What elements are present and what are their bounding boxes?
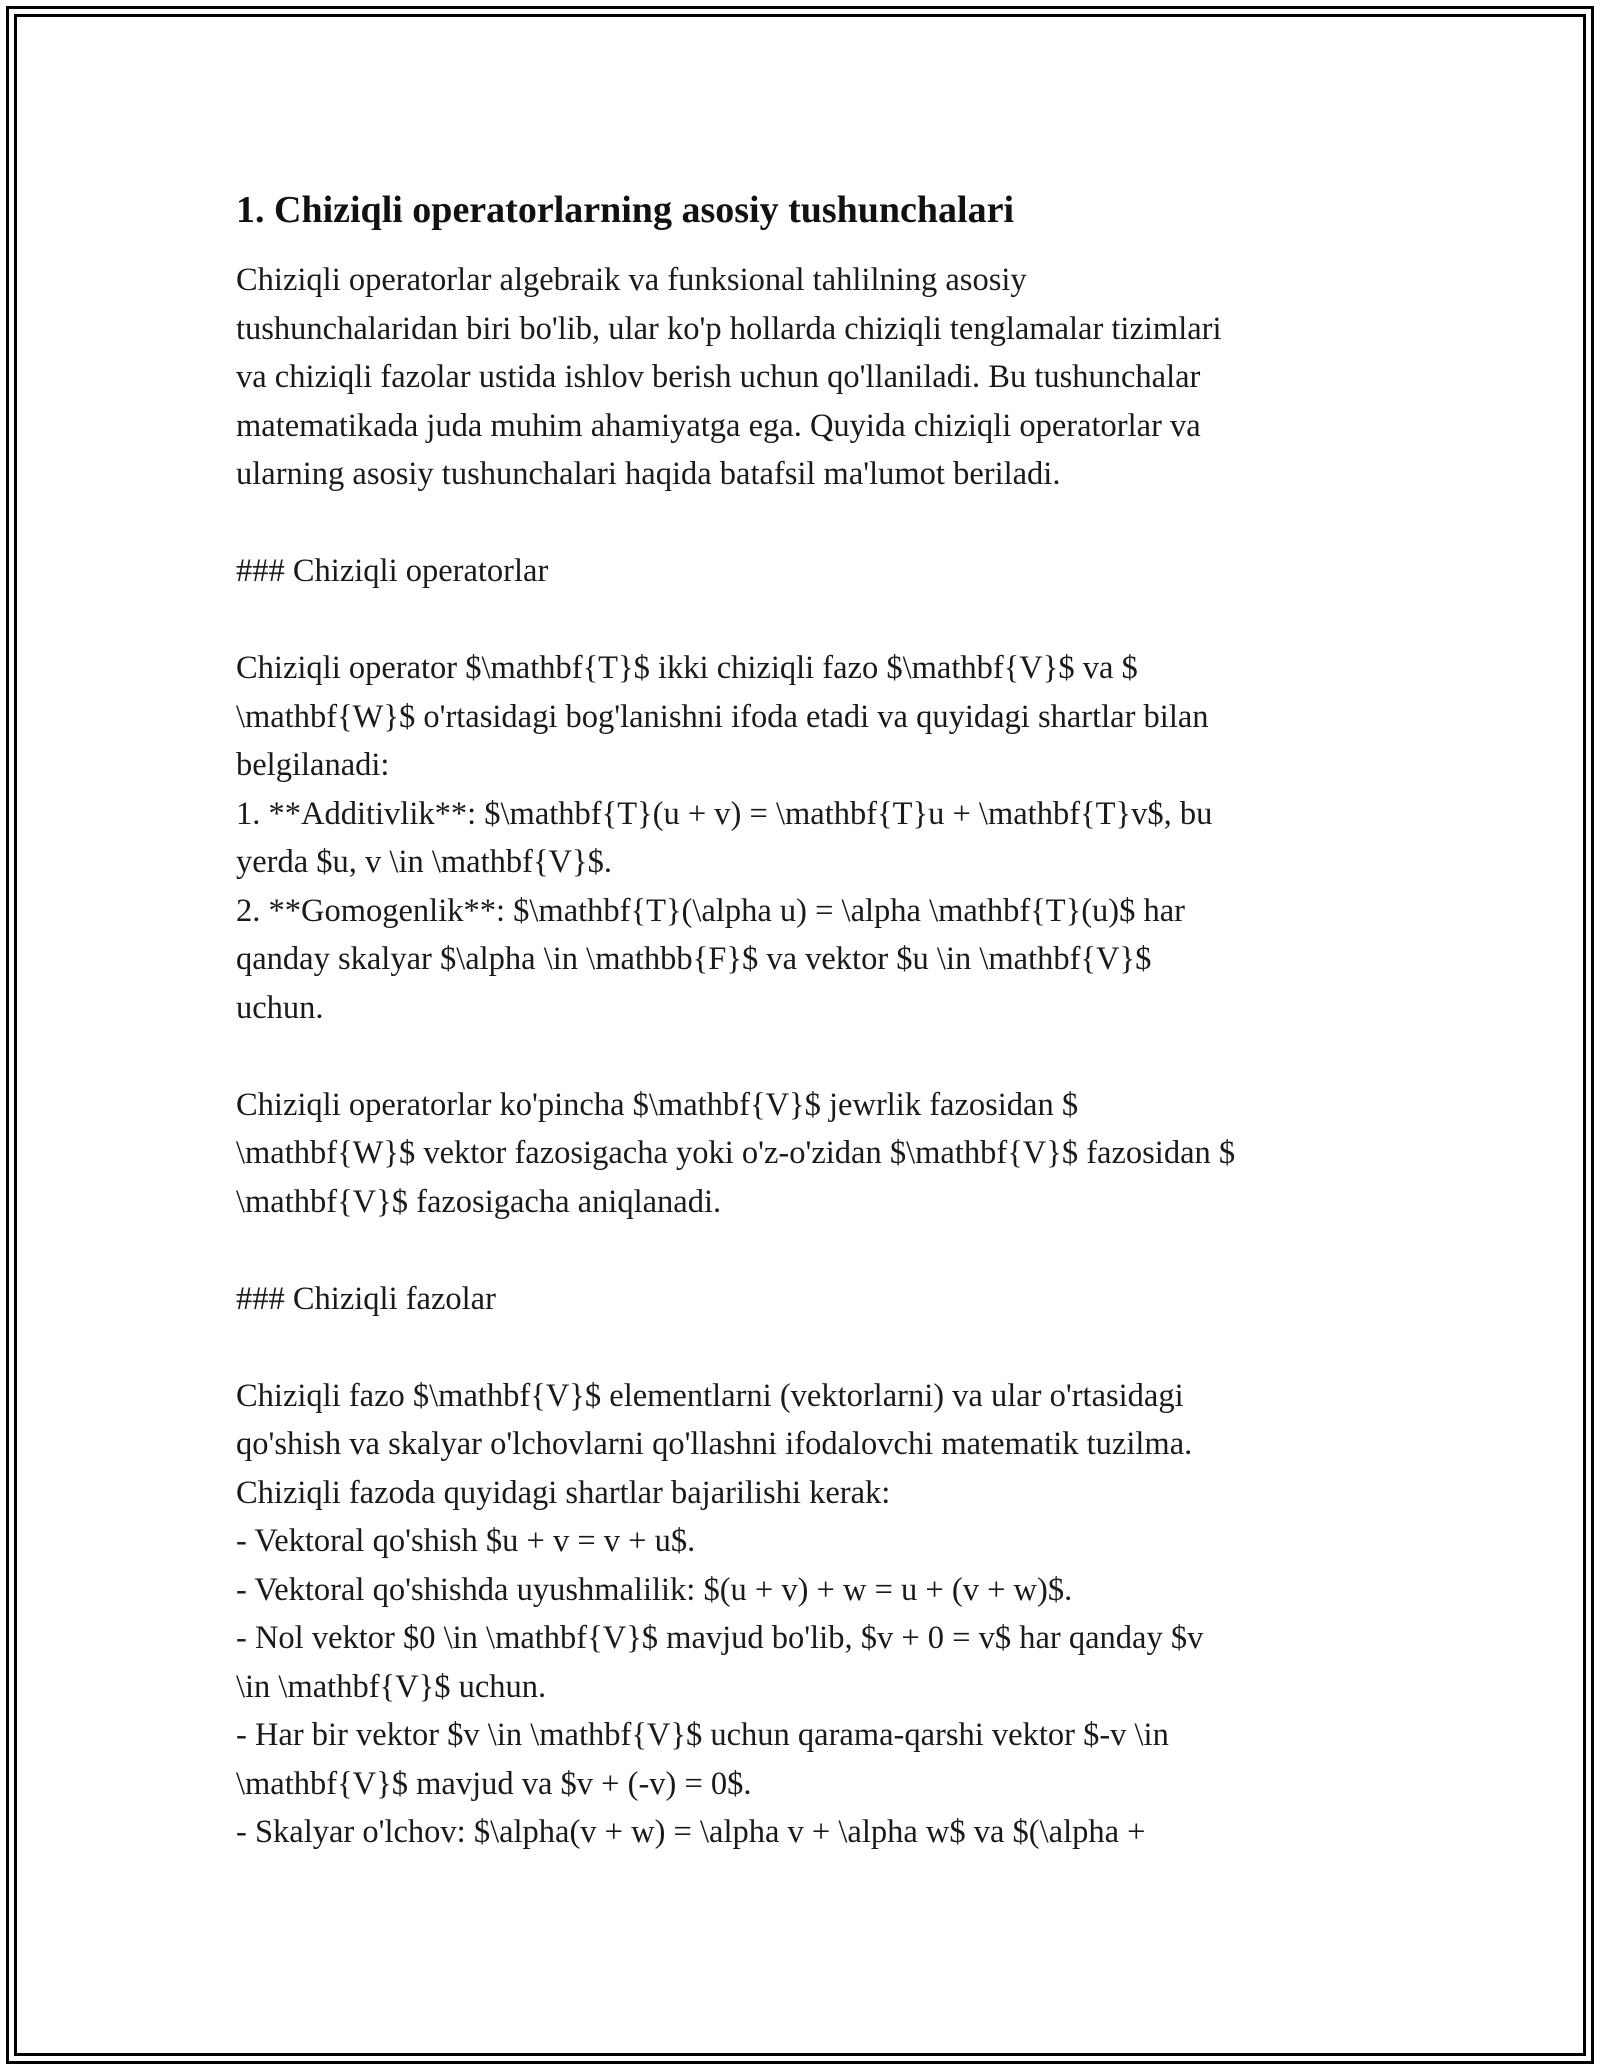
text-line: qo'shish va skalyar o'lchovlarni qo'llashni ifodalovchi matematik tuzilma.	[236, 1426, 1193, 1462]
text-line: 2. **Gomogenlik**: $\mathbf{T}(\alpha u) = \alpha \mathbf{T}(u)$ har	[236, 892, 1185, 929]
text-line: Chiziqli operatorlar ko'pincha $\mathbf{V}$ jewrlik fazosidan $	[236, 1086, 1079, 1123]
text-line: belgilanadi:	[236, 747, 390, 783]
text-line: Chiziqli fazoda quyidagi shartlar bajarilishi kerak:	[236, 1474, 891, 1511]
text-line: Chiziqli operatorlar algebraik va funksional tahlilning asosiy	[236, 262, 1027, 298]
blank-line	[236, 1323, 1366, 1372]
text-line: ularning asosiy tushunchalari haqida batafsil ma'lumot beriladi.	[236, 456, 1061, 492]
section-heading: ### Chiziqli operatorlar	[236, 553, 549, 589]
text-line: \mathbf{V}$ fazosigacha aniqlanadi.	[236, 1183, 722, 1220]
blank-line	[236, 1032, 1366, 1081]
blank-line	[236, 596, 1366, 645]
text-line: yerda $u, v \in \mathbf{V}$.	[236, 844, 612, 880]
text-line: matematikada juda muhim ahamiyatga ega. Quyida chiziqli operatorlar va	[236, 407, 1201, 444]
text-line: - Skalyar o'lchov: $\alpha(v + w) = \alpha v + \alpha w$ va $(\alpha +	[236, 1814, 1146, 1850]
text-line: - Vektoral qo'shish $u + v = v + u$.	[236, 1523, 696, 1559]
blank-line	[236, 499, 1366, 548]
blank-line	[236, 1226, 1366, 1275]
text-line: va chiziqli fazolar ustida ishlov berish uchun qo'llaniladi. Bu tushunchalar	[236, 359, 1201, 395]
text-line: qanday skalyar $\alpha \in \mathbb{F}$ va vektor $u \in \mathbf{V}$	[236, 941, 1152, 977]
text-line: - Vektoral qo'shishda uyushmalilik: $(u + v) + w = u + (v + w)$.	[236, 1571, 1073, 1608]
text-line: Chiziqli operator $\mathbf{T}$ ikki chiziqli fazo $\mathbf{V}$ va $	[236, 650, 1138, 686]
text-line: Chiziqli fazo $\mathbf{V}$ elementlarni (vektorlarni) va ular o'rtasidagi	[236, 1377, 1184, 1414]
text-line: - Har bir vektor $v \in \mathbf{V}$ uchun qarama-qarshi vektor $-v \in	[236, 1717, 1169, 1753]
text-line: 1. **Additivlik**: $\mathbf{T}(u + v) = \mathbf{T}u + \mathbf{T}v$, bu	[236, 795, 1213, 832]
section-heading: ### Chiziqli fazolar	[236, 1280, 496, 1317]
text-line: - Nol vektor $0 \in \mathbf{V}$ mavjud bo'lib, $v + 0 = v$ har qanday $v	[236, 1620, 1204, 1656]
document-text	[236, 256, 1366, 1857]
text-line: uchun.	[236, 989, 324, 1026]
document-body	[236, 186, 1366, 1857]
text-line: \in \mathbf{V}$ uchun.	[236, 1668, 547, 1705]
text-line: \mathbf{W}$ vektor fazosigacha yoki o'z-o'zidan $\mathbf{V}$ fazosidan $	[236, 1135, 1236, 1171]
text-line: \mathbf{V}$ mavjud va $v + (-v) = 0$.	[236, 1765, 752, 1802]
text-line: tushunchalaridan biri bo'lib, ular ko'p hollarda chiziqli tenglamalar tizimlari	[236, 310, 1222, 347]
document-title: 1. Chiziqli operatorlarning asosiy tushunchalari	[236, 189, 1015, 231]
text-line: \mathbf{W}$ o'rtasidagi bog'lanishni ifoda etadi va quyidagi shartlar bilan	[236, 698, 1209, 735]
